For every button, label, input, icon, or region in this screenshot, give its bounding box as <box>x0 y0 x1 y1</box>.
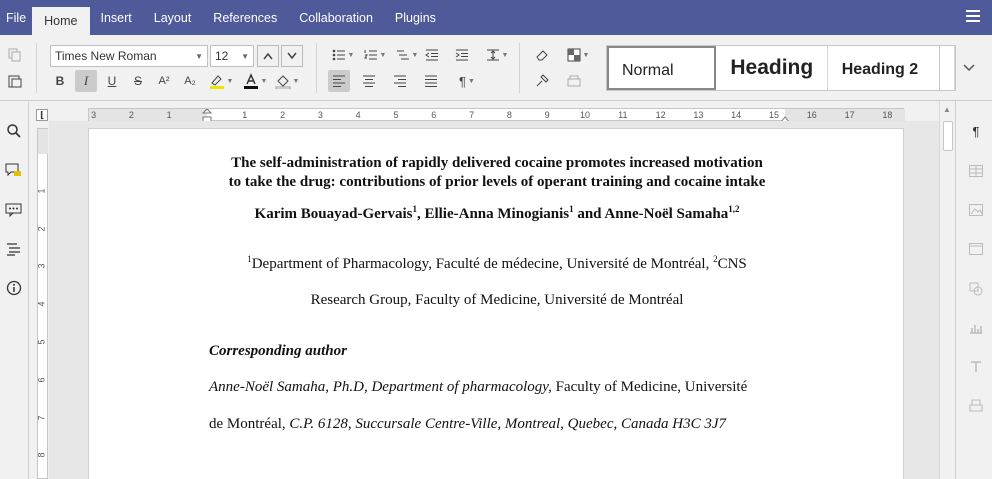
info-icon[interactable] <box>5 279 23 297</box>
chat-icon[interactable] <box>5 201 23 219</box>
navigation-icon[interactable] <box>5 240 23 258</box>
document-page[interactable] <box>88 128 904 479</box>
font-color-button[interactable]: ▼ <box>240 70 270 92</box>
ruler-label: 7 <box>36 415 47 421</box>
align-right-button[interactable] <box>389 70 411 92</box>
affiliation-2-text: CNS <box>717 256 747 272</box>
font-size-combo[interactable] <box>210 45 254 67</box>
underline-button[interactable]: U <box>107 74 117 88</box>
header-footer-settings-icon[interactable] <box>968 241 984 257</box>
ruler-label: 11 <box>618 110 628 120</box>
paste-icon[interactable] <box>4 70 26 92</box>
menu-plugins[interactable]: Plugins <box>394 11 436 25</box>
ruler-label: 4 <box>355 110 361 120</box>
highlighter-icon <box>209 73 225 89</box>
style-heading-2[interactable]: Heading 2 <box>841 61 919 78</box>
ruler-label: 7 <box>469 110 475 120</box>
tab-stop-selector[interactable]: ⌊ <box>36 109 48 121</box>
ruler-label: 15 <box>768 110 780 120</box>
ruler-label: 1 <box>36 188 47 194</box>
affiliation-line-2: Research Group, Faculty of Medicine, Université de Montréal <box>310 292 684 308</box>
authors-line <box>89 206 905 223</box>
title-line-1: The self-administration of rapidly delivered cocaine promotes increased motivation <box>231 155 763 171</box>
ruler-label: 9 <box>544 110 550 120</box>
menu-home[interactable]: Home <box>32 7 89 35</box>
font-name-combo[interactable] <box>50 45 208 67</box>
color-scheme-button[interactable]: ▼ <box>563 44 593 66</box>
ruler-label: 6 <box>36 377 47 383</box>
scroll-up-icon[interactable]: ▲ <box>943 105 951 114</box>
vertical-scrollbar[interactable] <box>939 101 955 479</box>
paragraph-shading-button[interactable]: ▼ <box>272 70 302 92</box>
ruler-label: 1 <box>166 110 172 120</box>
align-right-icon <box>393 75 407 87</box>
ruler-label: 5 <box>393 110 399 120</box>
multilevel-list-icon <box>396 49 410 61</box>
numbered-list-button[interactable]: ▼ <box>360 44 390 66</box>
scroll-thumb[interactable] <box>943 121 953 151</box>
corresponding-address: C.P. 6128, Succursale Centre-Ville, Montreal, Quebec, Canada H3C 3J7 <box>289 416 726 432</box>
bullet-list-icon <box>332 49 346 61</box>
right-sidebar <box>955 101 992 479</box>
line-spacing-icon <box>486 49 500 61</box>
ruler-label: 6 <box>431 110 437 120</box>
ruler-label: 10 <box>579 110 591 120</box>
pilcrow-icon: ¶ <box>459 73 467 89</box>
affiliation-2-mark: 2 <box>713 254 718 264</box>
bold-button[interactable]: B <box>55 74 65 88</box>
copy-style-button[interactable] <box>531 70 553 92</box>
corresponding-author-heading: Corresponding author <box>209 343 347 359</box>
indent-icon <box>455 49 469 61</box>
image-settings-icon[interactable] <box>968 202 984 218</box>
corresponding-faculty: Faculty of Medicine, Université <box>555 379 748 395</box>
menu-references[interactable]: References <box>213 11 278 25</box>
menu-bar <box>0 0 992 35</box>
form-settings-icon[interactable] <box>968 398 984 414</box>
ruler-label: 2 <box>36 226 47 232</box>
affiliation-1-text: Department of Pharmacology, Faculté de médecine, Université de Montréal, <box>251 256 714 272</box>
mail-merge-icon <box>566 74 582 88</box>
decrease-font-button[interactable] <box>281 45 303 67</box>
ruler-label: 8 <box>36 452 47 458</box>
comments-icon[interactable] <box>5 162 23 180</box>
chevron-down-icon <box>963 64 975 72</box>
ruler-label: 5 <box>36 339 47 345</box>
menu-insert[interactable]: Insert <box>100 11 132 25</box>
eraser-icon <box>535 48 549 62</box>
author-1-affiliation: 1 <box>412 204 417 214</box>
toolbar <box>0 35 992 101</box>
author-3-affiliation: 1,2 <box>728 204 740 214</box>
affiliation-1-mark: 1 <box>247 254 252 264</box>
separator <box>519 43 520 93</box>
ruler-label: 4 <box>36 301 47 307</box>
chevron-down-icon: ▼ <box>195 52 203 61</box>
shape-settings-icon[interactable] <box>968 281 984 297</box>
decrease-indent-button[interactable] <box>421 44 443 66</box>
font-color-icon <box>243 73 259 89</box>
hamburger-menu-icon[interactable] <box>966 10 980 24</box>
title-line-2: to take the drug: contributions of prior levels of operant training and cocaine intake <box>228 174 766 190</box>
multilevel-list-button[interactable]: ▼ <box>392 44 422 66</box>
ruler-label: 17 <box>844 110 855 120</box>
ruler-label: 3 <box>91 110 97 120</box>
numbered-list-icon <box>364 49 378 61</box>
separator <box>36 43 37 93</box>
align-center-icon <box>362 75 376 87</box>
ruler-label: 1 <box>242 110 248 120</box>
subscript-button[interactable]: A₂ <box>184 75 196 87</box>
highlight-color-button[interactable]: ▼ <box>205 70 237 92</box>
nonprinting-characters-button[interactable]: ¶ ▼ <box>459 73 475 89</box>
ruler-label: 12 <box>655 110 666 120</box>
corresponding-line-2 <box>209 416 789 433</box>
separator <box>316 43 317 93</box>
ruler-label: 16 <box>806 110 817 120</box>
bullet-list-button[interactable]: ▼ <box>328 44 358 66</box>
author-3: and Anne-Noël Samaha <box>573 206 729 222</box>
copy-icon[interactable] <box>4 44 26 66</box>
italic-button[interactable]: I <box>75 70 97 92</box>
styles-gallery <box>606 45 940 91</box>
chart-settings-icon[interactable] <box>968 320 984 336</box>
corresponding-line-1 <box>209 379 789 396</box>
ruler-label: 18 <box>882 110 893 120</box>
outdent-icon <box>425 49 439 61</box>
justify-button[interactable] <box>420 70 442 92</box>
menu-layout[interactable]: Layout <box>153 11 192 25</box>
horizontal-ruler[interactable] <box>88 108 904 121</box>
left-sidebar <box>0 102 29 479</box>
table-settings-icon[interactable] <box>968 163 984 179</box>
ruler-label: 13 <box>693 110 704 120</box>
search-icon[interactable] <box>5 122 23 140</box>
align-center-button[interactable] <box>358 70 380 92</box>
ruler-label: 14 <box>731 110 742 120</box>
menu-file[interactable]: File <box>6 11 27 25</box>
author-1: Karim Bouayad-Gervais <box>254 206 413 222</box>
clear-style-button[interactable] <box>531 44 553 66</box>
chevron-down-icon: ▼ <box>241 52 249 61</box>
line-spacing-button[interactable]: ▼ <box>482 44 512 66</box>
ruler-label: 2 <box>128 110 134 120</box>
affiliation-line-1 <box>89 256 905 273</box>
author-2: , Ellie-Anna Minogianis <box>416 206 570 222</box>
styles-expand-button[interactable] <box>954 45 982 91</box>
align-left-icon <box>332 75 346 87</box>
ruler-label: 2 <box>280 110 286 120</box>
corresponding-university: de Montréal, <box>209 416 290 432</box>
style-heading[interactable]: Heading <box>716 46 827 90</box>
color-scheme-icon <box>567 48 581 62</box>
paint-bucket-icon <box>275 73 291 89</box>
justify-icon <box>424 75 438 87</box>
style-normal[interactable]: Normal <box>607 46 716 90</box>
font-size-value: 12 <box>215 49 229 63</box>
format-painter-icon <box>535 74 549 88</box>
increase-indent-button[interactable] <box>451 44 473 66</box>
corresponding-name: Anne-Noël Samaha, Ph.D, Department of pharmacology, <box>209 379 556 395</box>
ruler-label: 3 <box>317 110 323 120</box>
superscript-button[interactable]: A² <box>158 75 170 87</box>
ruler-label: 8 <box>506 110 512 120</box>
align-left-button[interactable] <box>328 70 350 92</box>
text-art-settings-icon[interactable] <box>968 359 984 375</box>
menu-collaboration[interactable]: Collaboration <box>299 11 373 25</box>
vertical-ruler[interactable] <box>37 128 48 479</box>
paragraph-settings-icon[interactable]: ¶ <box>972 123 980 139</box>
mail-merge-button[interactable] <box>563 70 585 92</box>
increase-font-button[interactable] <box>257 45 279 67</box>
ruler-label: 3 <box>36 263 47 269</box>
author-2-affiliation: 1 <box>569 204 574 214</box>
font-name-value: Times New Roman <box>55 49 157 63</box>
strikethrough-button[interactable]: S <box>133 74 142 88</box>
